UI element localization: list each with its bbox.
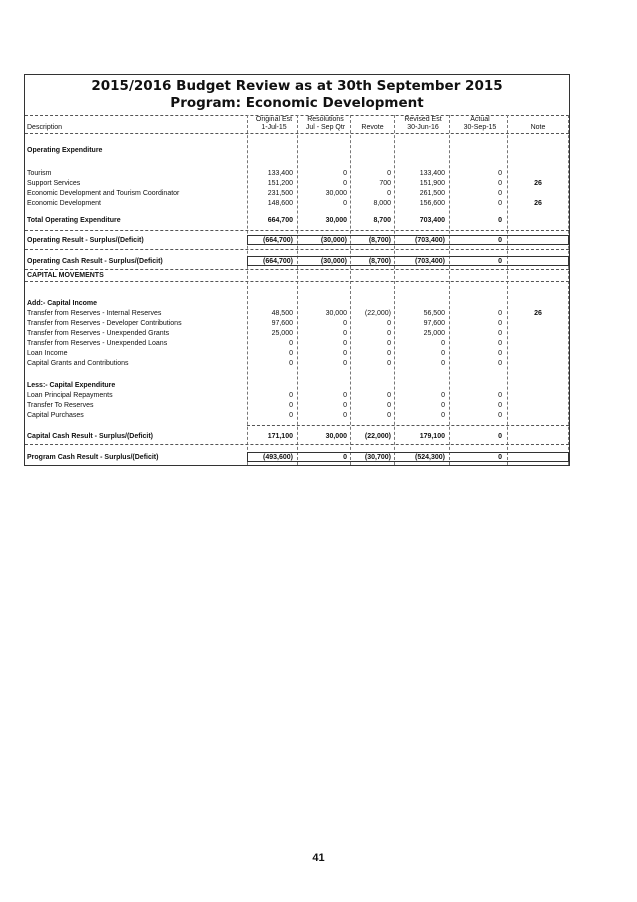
row-revote: 0: [387, 340, 391, 347]
row-description: Loan Principal Repayments: [27, 392, 113, 399]
row-revised: 0: [441, 402, 445, 409]
row-description: Economic Development: [27, 200, 101, 207]
row-actual: 0: [498, 200, 502, 207]
total-operating-revote: 8,700: [373, 217, 391, 224]
program-cash-resolutions: 0: [343, 454, 347, 461]
row-actual: 0: [498, 330, 502, 337]
capital-cash-label: Capital Cash Result - Surplus/(Deficit): [27, 433, 154, 440]
row-original: 0: [289, 350, 293, 357]
operating-cash-original: (664,700): [263, 258, 293, 265]
row-revote: 0: [387, 190, 391, 197]
row-resolutions: 0: [343, 402, 347, 409]
row-revote: 0: [387, 170, 391, 177]
row-resolutions: 0: [343, 330, 347, 337]
operating-result-original: (664,700): [263, 237, 293, 244]
col-divider: [568, 115, 569, 465]
row-resolutions: 0: [343, 340, 347, 347]
operating-result-label: Operating Result - Surplus/(Deficit): [27, 237, 144, 244]
col-header-actual: Actual: [470, 116, 490, 123]
row-revised: 133,400: [419, 170, 445, 177]
row-actual: 0: [498, 170, 502, 177]
operating-result-revised: (703,400): [415, 237, 445, 244]
col-header-original: Original Est: [255, 116, 293, 123]
operating-cash-revote: (8,700): [368, 258, 391, 265]
col-header-resolutions-period: Jul - Sep Qtr: [305, 124, 346, 131]
row-actual: 0: [498, 310, 502, 317]
row-description: Capital Purchases: [27, 412, 84, 419]
row-original: 25,000: [271, 330, 293, 337]
row-revised: 0: [441, 412, 445, 419]
row-revote: 0: [387, 360, 391, 367]
row-revised: 0: [441, 340, 445, 347]
row-description: Transfer from Reserves - Unexpended Grants: [27, 330, 170, 337]
capital-cash-revised: 179,100: [419, 433, 445, 440]
divider: [25, 230, 569, 231]
row-revote: 8,000: [373, 200, 391, 207]
row-resolutions: 0: [343, 360, 347, 367]
row-description: Transfer To Reserves: [27, 402, 94, 409]
program-cash-original: (493,600): [263, 454, 293, 461]
divider: [25, 444, 569, 445]
total-operating-actual: 0: [498, 217, 502, 224]
col-header-description: Description: [27, 124, 63, 131]
row-revised: 0: [441, 392, 445, 399]
row-resolutions: 30,000: [325, 310, 347, 317]
program-cash-revised: (524,300): [415, 454, 445, 461]
operating-cash-label: Operating Cash Result - Surplus/(Deficit): [27, 258, 163, 265]
program-cash-revote: (30,700): [364, 454, 391, 461]
row-actual: 0: [498, 412, 502, 419]
row-actual: 0: [498, 350, 502, 357]
capital-income-heading: Add:- Capital Income: [27, 300, 98, 307]
row-revote: 700: [379, 180, 391, 187]
row-actual: 0: [498, 190, 502, 197]
program-title: Program: Economic Development: [170, 95, 424, 111]
row-revised: 0: [441, 360, 445, 367]
row-revote: 0: [387, 320, 391, 327]
row-revote: 0: [387, 392, 391, 399]
row-revised: 151,900: [419, 180, 445, 187]
program-cash-actual: 0: [498, 454, 502, 461]
divider: [25, 281, 569, 282]
col-header-resolutions: Resolutions: [307, 116, 344, 123]
row-note: 26: [534, 200, 542, 207]
section-heading-capital: CAPITAL MOVEMENTS: [27, 272, 104, 279]
row-original: 48,500: [271, 310, 293, 317]
col-header-actual-date: 30-Sep-15: [463, 124, 497, 131]
row-resolutions: 0: [343, 392, 347, 399]
row-description: Capital Grants and Contributions: [27, 360, 129, 367]
col-header-original-date: 1-Jul-15: [261, 124, 287, 131]
row-resolutions: 0: [343, 170, 347, 177]
row-revote: 0: [387, 330, 391, 337]
row-description: Economic Development and Tourism Coordinator: [27, 190, 180, 197]
report-title: 2015/2016 Budget Review as at 30th September 2015: [91, 78, 503, 94]
row-original: 97,600: [271, 320, 293, 327]
row-resolutions: 0: [343, 320, 347, 327]
page-number: 41: [312, 852, 325, 864]
capital-cash-original: 171,100: [267, 433, 293, 440]
row-original: 0: [289, 402, 293, 409]
row-revised: 56,500: [423, 310, 445, 317]
row-revote: 0: [387, 350, 391, 357]
row-description: Transfer from Reserves - Internal Reserves: [27, 310, 162, 317]
row-note: 26: [534, 180, 542, 187]
row-original: 151,200: [267, 180, 293, 187]
row-revote: 0: [387, 402, 391, 409]
row-original: 0: [289, 392, 293, 399]
row-revised: 156,600: [419, 200, 445, 207]
row-original: 0: [289, 340, 293, 347]
row-revote: (22,000): [364, 310, 391, 317]
row-description: Loan Income: [27, 350, 68, 357]
divider: [247, 425, 569, 426]
row-original: 148,600: [267, 200, 293, 207]
row-revised: 261,500: [419, 190, 445, 197]
divider: [25, 133, 569, 134]
row-description: Support Services: [27, 180, 81, 187]
total-operating-resolutions: 30,000: [325, 217, 347, 224]
budget-sheet: [24, 74, 570, 466]
program-cash-label: Program Cash Result - Surplus/(Deficit): [27, 454, 159, 461]
col-header-revised-date: 30-Jun-16: [407, 124, 439, 131]
row-revised: 0: [441, 350, 445, 357]
col-header-revote: Revote: [361, 124, 384, 131]
row-original: 0: [289, 412, 293, 419]
row-resolutions: 0: [343, 412, 347, 419]
title-block: [25, 75, 569, 115]
row-actual: 0: [498, 402, 502, 409]
capital-cash-revote: (22,000): [364, 433, 391, 440]
row-actual: 0: [498, 340, 502, 347]
row-resolutions: 0: [343, 180, 347, 187]
operating-result-revote: (8,700): [368, 237, 391, 244]
divider: [25, 249, 569, 250]
row-revised: 97,600: [423, 320, 445, 327]
col-divider: [507, 115, 508, 465]
row-actual: 0: [498, 392, 502, 399]
total-operating-label: Total Operating Expenditure: [27, 217, 121, 224]
operating-result-actual: 0: [498, 237, 502, 244]
operating-result-resolutions: (30,000): [320, 237, 347, 244]
row-original: 0: [289, 360, 293, 367]
row-resolutions: 0: [343, 350, 347, 357]
col-header-note: Note: [530, 124, 546, 131]
row-resolutions: 0: [343, 200, 347, 207]
operating-cash-actual: 0: [498, 258, 502, 265]
row-revote: 0: [387, 412, 391, 419]
divider: [25, 269, 569, 270]
row-original: 133,400: [267, 170, 293, 177]
row-description: Transfer from Reserves - Unexpended Loans: [27, 340, 168, 347]
row-resolutions: 30,000: [325, 190, 347, 197]
total-operating-revised: 703,400: [419, 217, 445, 224]
row-original: 231,500: [267, 190, 293, 197]
row-actual: 0: [498, 320, 502, 327]
operating-cash-revised: (703,400): [415, 258, 445, 265]
operating-cash-resolutions: (30,000): [320, 258, 347, 265]
row-actual: 0: [498, 360, 502, 367]
total-operating-original: 664,700: [267, 217, 293, 224]
col-header-revised: Revised Est: [404, 116, 442, 123]
row-description: Transfer from Reserves - Developer Contributions: [27, 320, 182, 327]
row-revised: 25,000: [423, 330, 445, 337]
capital-expenditure-heading: Less:- Capital Expenditure: [27, 382, 116, 389]
capital-cash-actual: 0: [498, 433, 502, 440]
row-description: Tourism: [27, 170, 52, 177]
row-actual: 0: [498, 180, 502, 187]
row-note: 26: [534, 310, 542, 317]
capital-cash-resolutions: 30,000: [325, 433, 347, 440]
section-heading-operating: Operating Expenditure: [27, 147, 103, 154]
